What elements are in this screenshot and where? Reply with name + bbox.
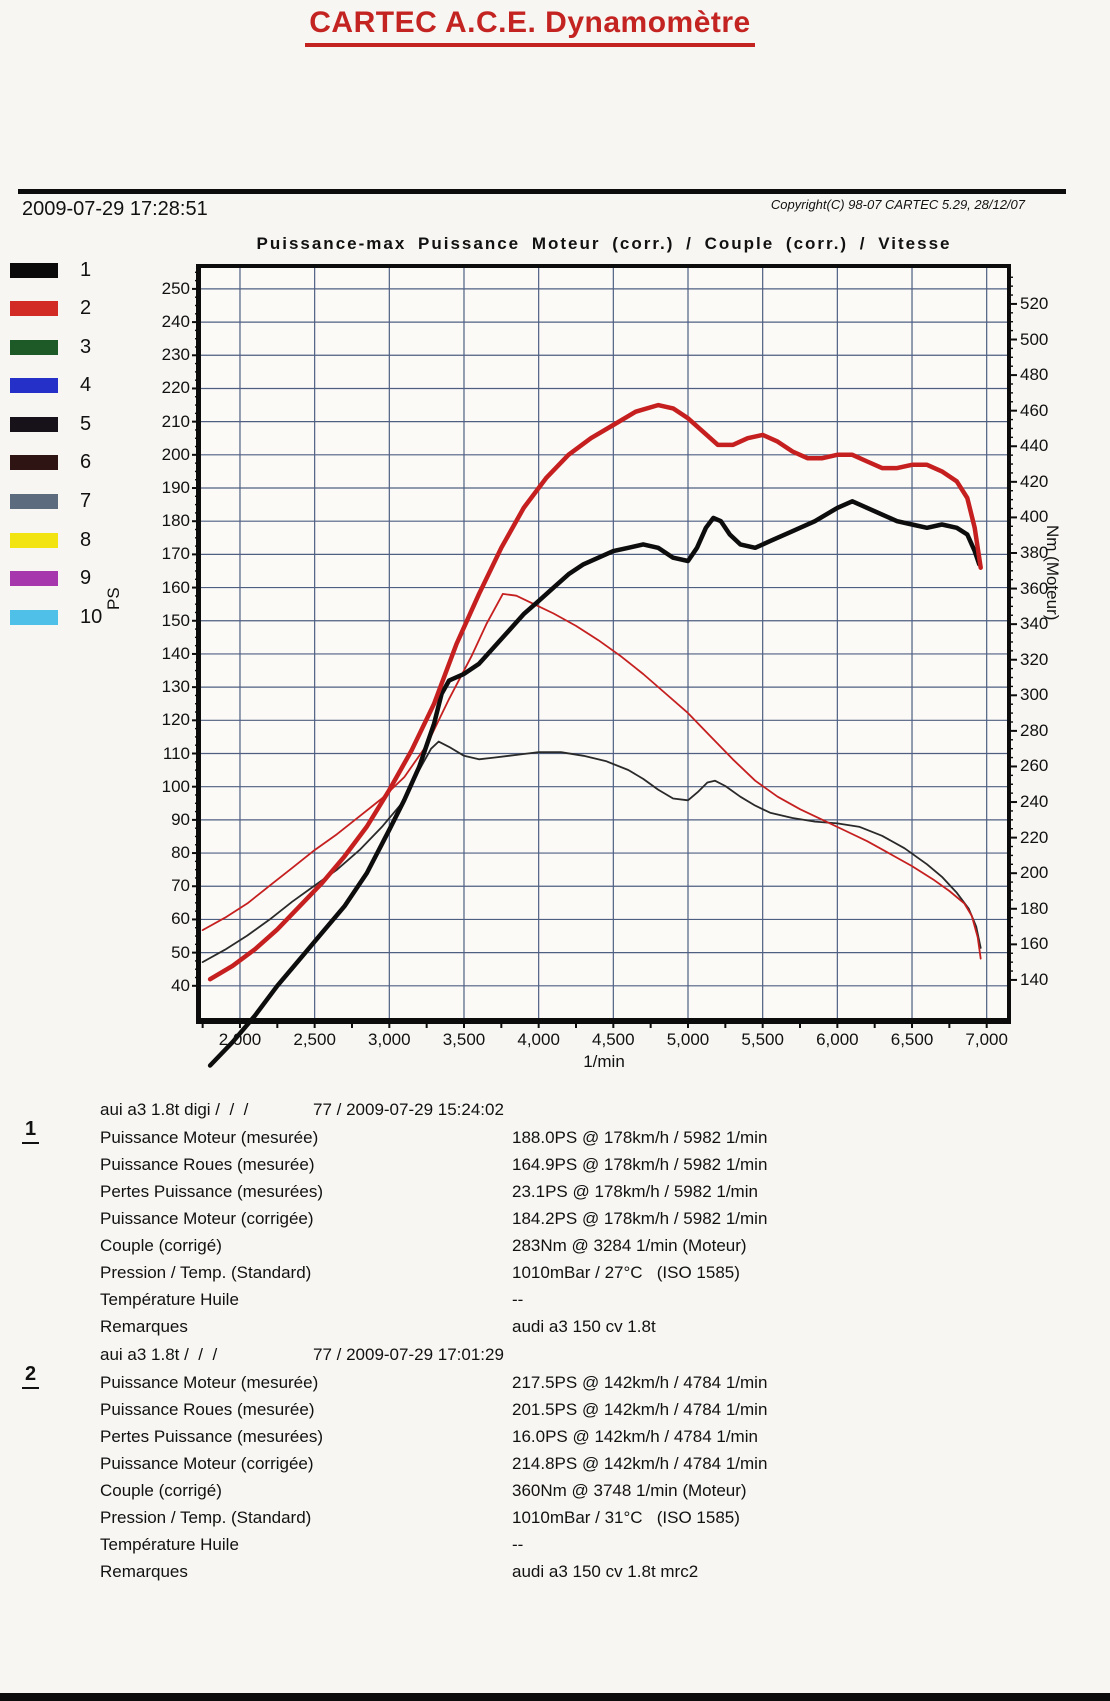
result-row-value: 217.5PS @ 142km/h / 4784 1/min [512, 1373, 768, 1392]
result-row-value: -- [512, 1290, 524, 1309]
legend-item-2 [8, 297, 102, 320]
x-axis-tick-label: 3,500 [442, 1030, 486, 1049]
legend-item-9 [8, 567, 102, 590]
result-row-value: 164.9PS @ 178km/h / 5982 1/min [512, 1155, 768, 1174]
curve-run1-power-corr [210, 501, 979, 1065]
curve-run2-torque-corr [203, 594, 981, 959]
x-axis-tick-label: 7,000 [965, 1030, 1008, 1049]
right-axis-tick-label: 140 [1020, 969, 1049, 989]
x-axis-tick-label: 2,000 [218, 1030, 262, 1049]
run-number-badge: 1 [22, 1118, 39, 1144]
legend-swatch-5 [10, 417, 58, 432]
header-rule [18, 189, 1066, 194]
left-axis-tick-label: 70 [171, 876, 190, 896]
right-axis-tick-label: 480 [1020, 365, 1049, 385]
bottom-rule [0, 1693, 1110, 1701]
right-axis-tick-label: 400 [1020, 507, 1049, 527]
result-row-label: Puissance Moteur (corrigée) [100, 1209, 314, 1228]
copyright-text: Copyright(C) 98-07 CARTEC 5.29, 28/12/07 [770, 197, 1025, 212]
right-axis-tick-label: 520 [1020, 293, 1049, 313]
legend-item-1 [8, 258, 102, 281]
legend-item-4 [8, 374, 102, 397]
right-axis-title: Nm (Moteur) [1043, 525, 1062, 621]
legend-item-3 [8, 335, 102, 358]
chart-title: Puissance-max Puissance Moteur (corr.) / Couple (corr.) / Vitesse [256, 234, 952, 253]
x-axis-tick-label: 6,000 [816, 1030, 859, 1049]
legend-swatch-1 [10, 263, 58, 278]
left-axis-tick-label: 240 [161, 312, 190, 332]
x-axis-tick-label: 4,000 [517, 1030, 560, 1049]
x-axis-tick-label: 2,500 [293, 1030, 336, 1049]
right-axis-tick-label: 500 [1020, 329, 1049, 349]
result-row-label: Température Huile [100, 1535, 239, 1554]
result-row-value: 1010mBar / 27°C (ISO 1585) [512, 1263, 740, 1282]
plot-area [196, 264, 1011, 1024]
left-axis-tick-label: 230 [161, 345, 190, 365]
legend-swatch-6 [10, 455, 58, 470]
result-row-label: Puissance Moteur (corrigée) [100, 1454, 314, 1473]
legend-swatch-4 [10, 378, 58, 393]
legend-number: 9 [80, 567, 92, 590]
dyno-chart-svg [201, 268, 1007, 1018]
printed-timestamp: 2009-07-29 17:28:51 [22, 198, 208, 220]
left-axis-tick-label: 190 [161, 478, 190, 498]
left-axis-tick-label: 140 [161, 643, 190, 663]
legend-item-7 [8, 490, 102, 513]
result-row-value: 214.8PS @ 142km/h / 4784 1/min [512, 1454, 768, 1473]
result-row-value: -- [512, 1535, 524, 1554]
run-session-info: 77 / 2009-07-29 17:01:29 [313, 1345, 504, 1364]
legend-swatch-8 [10, 533, 58, 548]
result-row-value: audi a3 150 cv 1.8t [512, 1317, 656, 1336]
curve-run1-torque-corr [203, 742, 981, 963]
legend-item-5 [8, 412, 102, 435]
legend-item-8 [8, 528, 102, 551]
result-row-label: Couple (corrigé) [100, 1236, 222, 1255]
right-axis-tick-label: 460 [1020, 400, 1049, 420]
left-axis-tick-label: 160 [161, 577, 190, 597]
right-axis-tick-label: 320 [1020, 649, 1049, 669]
result-row-value: 184.2PS @ 178km/h / 5982 1/min [512, 1209, 768, 1228]
left-axis-tick-label: 170 [161, 544, 190, 564]
result-row-value: 23.1PS @ 178km/h / 5982 1/min [512, 1182, 758, 1201]
legend-number: 7 [80, 490, 92, 513]
legend-swatch-3 [10, 340, 58, 355]
result-row-label: Pression / Temp. (Standard) [100, 1263, 312, 1282]
right-axis-tick-label: 160 [1020, 934, 1049, 954]
right-axis-tick-label: 220 [1020, 827, 1049, 847]
x-axis-tick-label: 5,000 [666, 1030, 710, 1049]
right-axis-tick-label: 420 [1020, 471, 1049, 491]
legend-swatch-2 [10, 301, 58, 316]
result-row-value: 201.5PS @ 142km/h / 4784 1/min [512, 1400, 768, 1419]
left-axis-tick-label: 120 [161, 710, 190, 730]
result-row-label: Remarques [100, 1562, 188, 1581]
left-axis-tick-label: 90 [171, 809, 190, 829]
page-title: CARTEC A.C.E. Dynamomètre [305, 6, 754, 47]
legend-swatch-9 [10, 571, 58, 586]
result-row-label: Puissance Roues (mesurée) [100, 1155, 315, 1174]
result-row-label: Pertes Puissance (mesurées) [100, 1427, 323, 1446]
left-axis-tick-label: 180 [161, 511, 190, 531]
run-number-badge: 2 [22, 1363, 39, 1389]
left-axis-tick-label: 200 [161, 444, 190, 464]
left-axis-title: PS [104, 587, 123, 610]
left-axis-tick-label: 250 [161, 278, 190, 298]
right-axis-tick-label: 260 [1020, 756, 1049, 776]
right-axis-tick-label: 240 [1020, 792, 1049, 812]
legend-swatch-7 [10, 494, 58, 509]
left-axis-tick-label: 210 [161, 411, 190, 431]
left-axis-tick-label: 40 [171, 975, 190, 995]
right-axis-tick-label: 360 [1020, 578, 1049, 598]
page-title-wrap [0, 6, 1060, 47]
legend-number: 2 [80, 297, 92, 320]
result-row-value: 1010mBar / 31°C (ISO 1585) [512, 1508, 740, 1527]
result-row-label: Puissance Roues (mesurée) [100, 1400, 315, 1419]
left-axis-tick-label: 100 [161, 776, 190, 796]
result-row-label: Puissance Moteur (mesurée) [100, 1373, 319, 1392]
right-axis-tick-label: 180 [1020, 898, 1049, 918]
right-axis-tick-label: 280 [1020, 720, 1049, 740]
right-axis-tick-label: 440 [1020, 436, 1049, 456]
legend-number: 8 [80, 528, 92, 551]
result-row-value: 16.0PS @ 142km/h / 4784 1/min [512, 1427, 758, 1446]
legend-number: 5 [80, 412, 92, 435]
x-axis-tick-label: 5,500 [741, 1030, 784, 1049]
left-axis-tick-label: 220 [161, 378, 190, 398]
result-row-label: Pression / Temp. (Standard) [100, 1508, 312, 1527]
result-row-value: audi a3 150 cv 1.8t mrc2 [512, 1562, 699, 1581]
legend-swatch-10 [10, 610, 58, 625]
legend-number: 1 [80, 258, 92, 281]
result-row-value: 188.0PS @ 178km/h / 5982 1/min [512, 1128, 768, 1147]
right-axis-tick-label: 200 [1020, 863, 1049, 883]
right-axis-tick-label: 300 [1020, 685, 1049, 705]
left-axis-tick-label: 60 [171, 909, 190, 929]
left-axis-tick-label: 150 [161, 610, 190, 630]
result-row-label: Puissance Moteur (mesurée) [100, 1128, 319, 1147]
x-axis-title: 1/min [583, 1052, 625, 1071]
curve-legend [8, 258, 103, 648]
run-session-info: 77 / 2009-07-29 15:24:02 [313, 1100, 504, 1119]
result-row-value: 283Nm @ 3284 1/min (Moteur) [512, 1236, 747, 1255]
x-axis-tick-label: 3,000 [368, 1030, 411, 1049]
legend-item-10 [8, 605, 103, 628]
left-axis-tick-label: 110 [162, 743, 190, 763]
left-axis-tick-label: 130 [161, 677, 190, 697]
legend-number: 10 [80, 605, 103, 628]
run-vehicle-name: aui a3 1.8t digi / / / [100, 1100, 249, 1119]
left-axis-tick-label: 80 [171, 843, 190, 863]
legend-number: 3 [80, 335, 92, 358]
curve-run2-power-corr [210, 405, 981, 979]
result-row-label: Remarques [100, 1317, 188, 1336]
legend-item-6 [8, 451, 102, 474]
run-vehicle-name: aui a3 1.8t / / / [100, 1345, 218, 1364]
right-axis-tick-label: 380 [1020, 542, 1049, 562]
result-row-label: Température Huile [100, 1290, 239, 1309]
legend-number: 4 [80, 374, 92, 397]
result-row-label: Couple (corrigé) [100, 1481, 222, 1500]
legend-number: 6 [80, 451, 92, 474]
left-axis-tick-label: 50 [171, 942, 190, 962]
x-axis-tick-label: 6,500 [890, 1030, 934, 1049]
right-axis-tick-label: 340 [1020, 614, 1049, 634]
result-row-label: Pertes Puissance (mesurées) [100, 1182, 323, 1201]
result-row-value: 360Nm @ 3748 1/min (Moteur) [512, 1481, 747, 1500]
x-axis-tick-label: 4,500 [592, 1030, 635, 1049]
